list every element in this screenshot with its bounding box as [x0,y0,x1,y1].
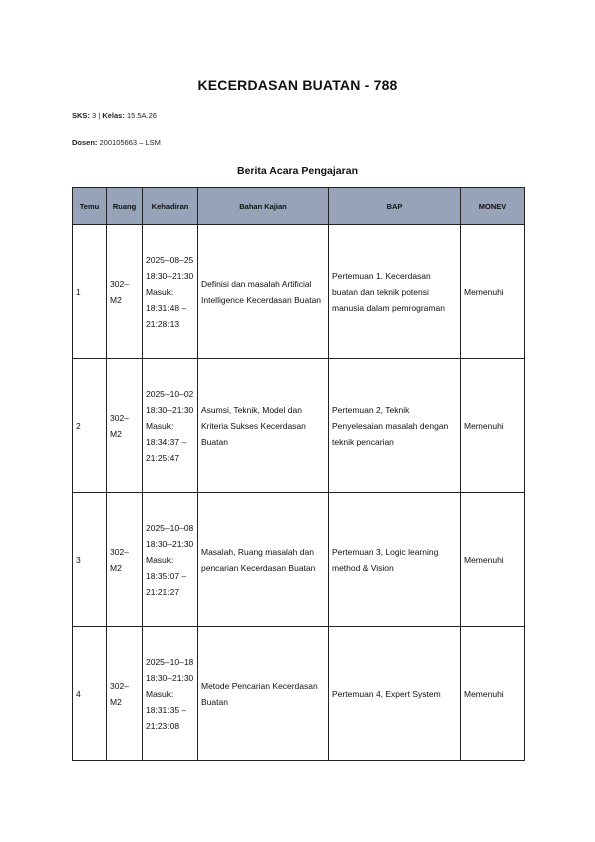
cell-ruang: 302–M2 [107,627,143,761]
header-bap: BAP [329,188,461,225]
cell-kehadiran: 2025–08–25 18:30–21:30 Masuk: 18:31:48 – 21:28:13 [143,225,198,359]
table-row [73,627,525,761]
cell-bahan-kajian: Masalah, Ruang masalah dan pencarian Kecerdasan Buatan [198,493,329,627]
page-title: KECERDASAN BUATAN - 788 [197,77,398,93]
cell-monev: Memenuhi [461,359,525,493]
table-row [73,225,525,359]
dosen-value: 200105663 – LSM [99,138,161,147]
cell-monev: Memenuhi [461,493,525,627]
cell-kehadiran: 2025–10–08 18:30–21:30 Masuk: 18:35:07 – 21:21:27 [143,493,198,627]
course-meta-line [72,111,157,120]
header-bahan-kajian: Bahan Kajian [198,188,329,225]
cell-bap: Pertemuan 4, Expert System [329,627,461,761]
cell-kehadiran: 2025–10–18 18:30–21:30 Masuk: 18:31:35 – 21:23:08 [143,627,198,761]
cell-ruang: 302–M2 [107,225,143,359]
kelas-value: 15.5A.26 [126,111,157,120]
cell-temu: 4 [73,627,107,761]
table-row [73,493,525,627]
bap-table [72,187,525,761]
meta-separator: | [98,111,101,120]
sks-value: 3 [92,111,97,120]
cell-bap: Pertemuan 3, Logic learning method & Vision [329,493,461,627]
table-header-row [73,188,525,225]
dosen-label: Dosen: [72,138,98,147]
lecturer-meta-line [72,138,161,147]
cell-monev: Memenuhi [461,627,525,761]
cell-bahan-kajian: Definisi dan masalah Artificial Intelligence Kecerdasan Buatan [198,225,329,359]
header-monev: MONEV [461,188,525,225]
cell-bap: Pertemuan 2, Teknik Penyelesaian masalah dengan teknik pencarian [329,359,461,493]
kelas-label: Kelas: [102,111,125,120]
cell-monev: Memenuhi [461,225,525,359]
sks-label: SKS: [72,111,90,120]
cell-ruang: 302–M2 [107,493,143,627]
cell-temu: 2 [73,359,107,493]
cell-bap: Pertemuan 1. Kecerdasan buatan dan teknik potensi manusia dalam pemrograman [329,225,461,359]
cell-temu: 1 [73,225,107,359]
cell-kehadiran: 2025–10–02 18:30–21:30 Masuk: 18:34:37 – 21:25:47 [143,359,198,493]
cell-bahan-kajian: Metode Pencarian Kecerdasan Buatan [198,627,329,761]
header-ruang: Ruang [107,188,143,225]
table-row [73,359,525,493]
cell-bahan-kajian: Asumsi, Teknik, Model dan Kriteria Sukses Kecerdasan Buatan [198,359,329,493]
cell-temu: 3 [73,493,107,627]
header-kehadiran: Kehadiran [143,188,198,225]
section-title: Berita Acara Pengajaran [236,165,358,177]
cell-ruang: 302–M2 [107,359,143,493]
header-temu: Temu [73,188,107,225]
